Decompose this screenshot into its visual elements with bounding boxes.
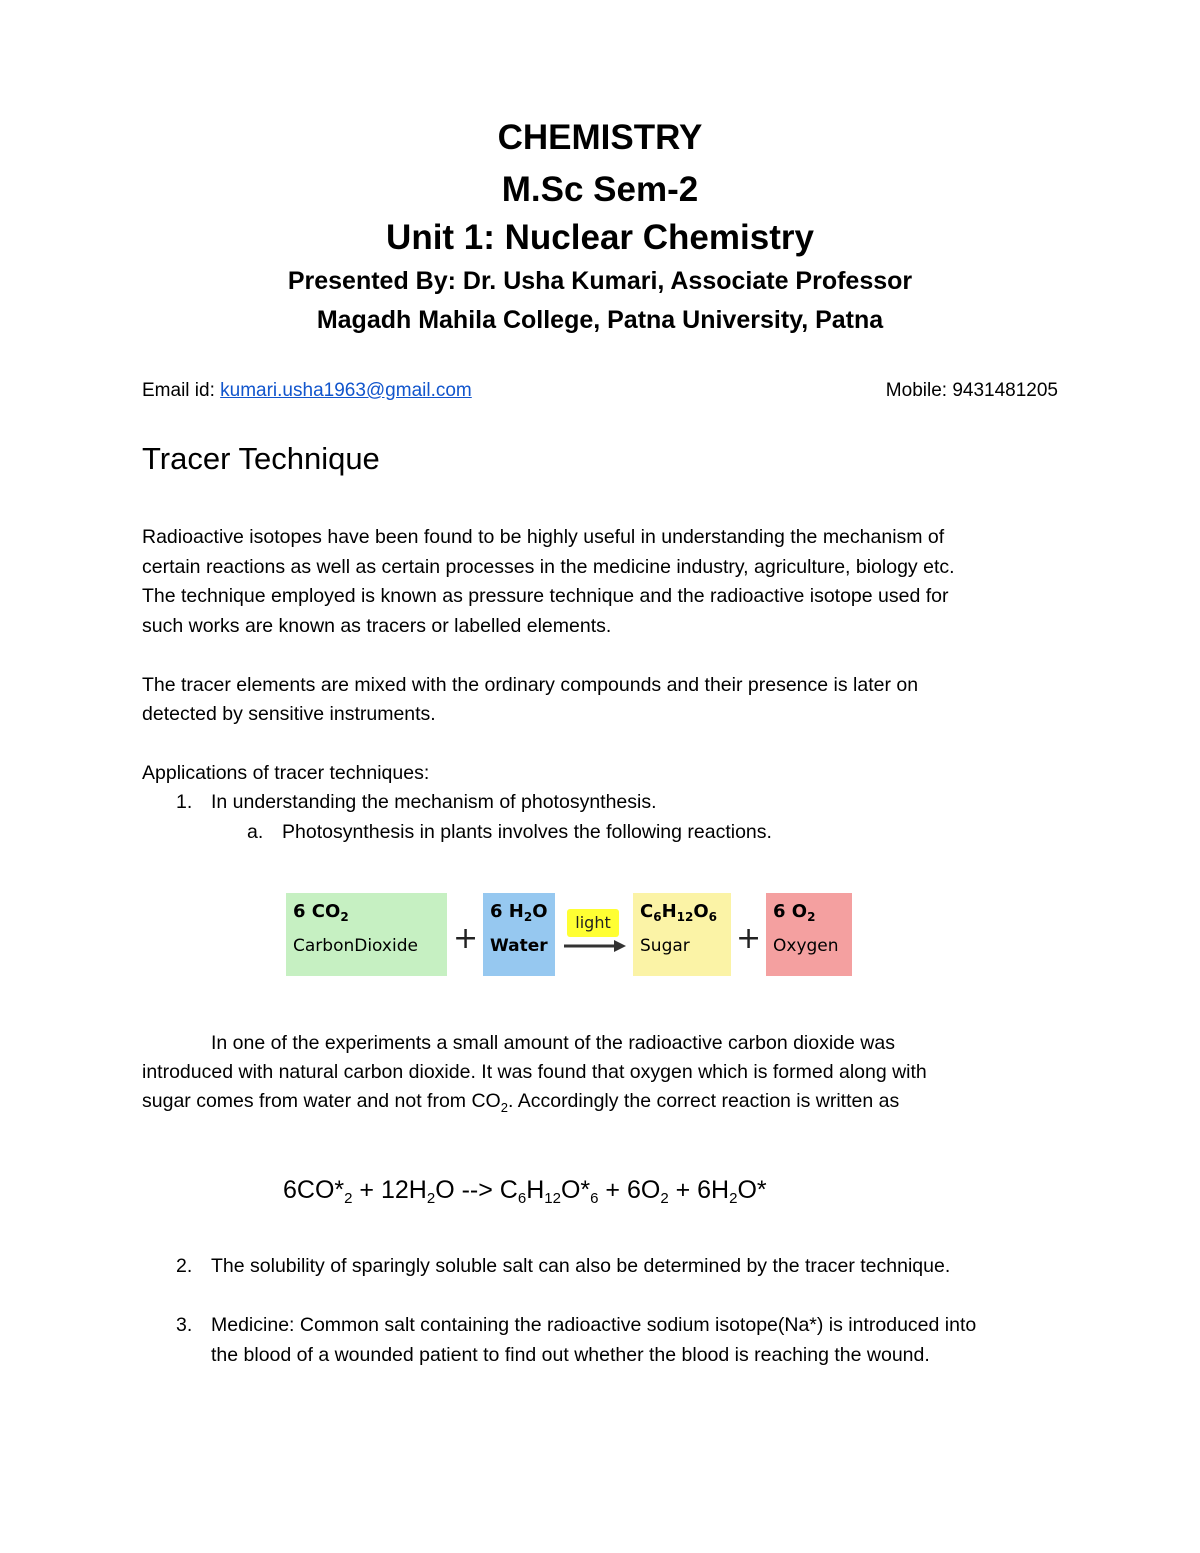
presenter-line: Presented By: Dr. Usha Kumari, Associate Professor	[287, 267, 913, 295]
document-subject: CHEMISTRY	[497, 118, 703, 157]
section-heading: Tracer Technique	[142, 441, 380, 476]
photosynthesis-diagram	[286, 890, 858, 978]
paragraph-1-line: such works are known as tracers or labelled elements.	[142, 615, 612, 637]
water-box	[483, 893, 555, 976]
document-course: M.Sc Sem-2	[501, 170, 699, 209]
paragraph-1-line: certain reactions as well as certain processes in the medicine industry, agriculture, biology etc.	[142, 556, 955, 578]
glucose-formula: $C_6H_{12}O_6$	[640, 901, 718, 924]
institution-line: Magadh Mahila College, Patna University, Patna	[316, 306, 884, 334]
plus-sign: +	[736, 921, 762, 956]
corrected-reaction-equation: $6CO*_2 + 12H_2O$ --> $C_6H_{12}O*_6 + 6O_2 + 6H_2O*$	[283, 1176, 767, 1207]
list-item-3-line: the blood of a wounded patient to find out whether the blood is reaching the wound.	[211, 1344, 930, 1366]
carbon-dioxide-box	[286, 893, 447, 976]
applications-intro: Applications of tracer techniques:	[142, 762, 430, 784]
paragraph-2-line: The tracer elements are mixed with the ordinary compounds and their presence is later on	[142, 674, 919, 696]
oxygen-box	[766, 893, 852, 976]
email-link[interactable]: kumari.usha1963@gmail.com	[220, 380, 472, 401]
list-number-3: 3.	[176, 1314, 193, 1336]
paragraph-2-line: detected by sensitive instruments.	[142, 703, 436, 725]
experiment-line: introduced with natural carbon dioxide. It was found that oxygen which is formed along with	[142, 1061, 927, 1083]
reaction-arrow-icon	[564, 940, 626, 952]
light-condition-badge: light	[567, 909, 619, 937]
sugar-box	[633, 893, 731, 976]
experiment-line: sugar comes from water and not from $CO_2$. Accordingly the correct reaction is written as	[142, 1090, 900, 1115]
email-label: Email id:	[142, 380, 221, 401]
email-block	[142, 380, 472, 402]
sugar-label: Sugar	[640, 936, 690, 956]
document-unit-title: Unit 1: Nuclear Chemistry	[386, 218, 814, 257]
plus-sign: +	[453, 921, 479, 956]
experiment-line: In one of the experiments a small amount of the radioactive carbon dioxide was	[211, 1032, 895, 1054]
sublist-letter-a: a.	[247, 821, 264, 843]
mobile-number: Mobile: 9431481205	[885, 380, 1058, 401]
water-label: Water	[490, 936, 548, 956]
paragraph-1-line: Radioactive isotopes have been found to be highly useful in understanding the mechanism of	[142, 526, 945, 548]
carbon-dioxide-label: CarbonDioxide	[293, 936, 418, 956]
o2-formula: 6 $O_2$	[773, 901, 816, 924]
list-item-3-line: Medicine: Common salt containing the radioactive sodium isotope(Na*) is introduced into	[211, 1314, 977, 1336]
h2o-formula: 6 $H_2O$	[490, 901, 548, 924]
paragraph-1-line: The technique employed is known as pressure technique and the radioactive isotope used for	[142, 585, 949, 607]
list-number-2: 2.	[176, 1255, 193, 1277]
oxygen-label: Oxygen	[773, 936, 839, 956]
list-number-1: 1.	[176, 791, 193, 813]
co2-formula: 6 $CO_2$	[293, 901, 349, 924]
list-item-2-text: The solubility of sparingly soluble salt can also be determined by the tracer technique.	[211, 1255, 951, 1277]
sublist-item-a-text: Photosynthesis in plants involves the following reactions.	[282, 821, 772, 843]
list-item-1-text: In understanding the mechanism of photosynthesis.	[211, 791, 657, 813]
